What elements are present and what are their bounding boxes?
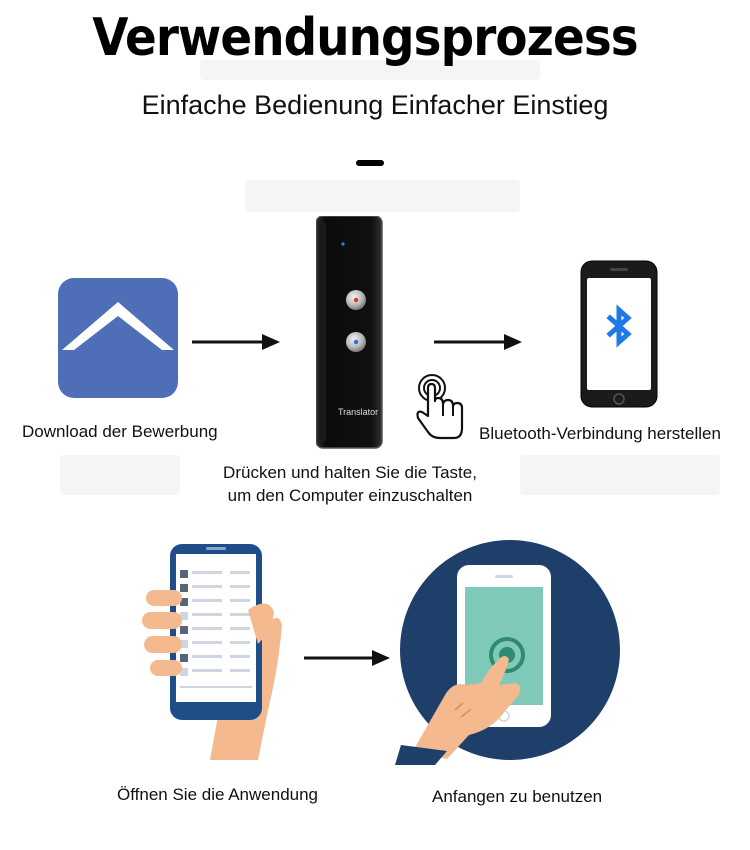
ghost-artifact xyxy=(520,455,720,495)
step-label-bluetooth: Bluetooth-Verbindung herstellen xyxy=(479,424,721,443)
ghost-artifact xyxy=(245,180,520,212)
tap-hand-icon xyxy=(412,372,468,442)
start-using-icon xyxy=(395,535,625,765)
divider xyxy=(356,160,384,166)
step-label-start: Anfangen zu benutzen xyxy=(432,787,603,806)
page-title: Verwendungsprozess xyxy=(92,8,638,68)
phone-bluetooth-icon xyxy=(580,260,660,410)
step-label-power-line2: um den Computer einzuschalten xyxy=(227,486,473,505)
arrow-right-icon xyxy=(304,648,390,668)
device-brand-label: Translator xyxy=(338,407,379,417)
page-subtitle: Einfache Bedienung Einfacher Einstieg xyxy=(141,90,609,120)
app-store-icon xyxy=(58,278,178,398)
step-label-open-app: Öffnen Sie die Anwendung xyxy=(117,785,319,804)
arrow-right-icon xyxy=(434,332,522,352)
ghost-artifact xyxy=(60,455,180,495)
hand-holding-phone-icon xyxy=(140,540,300,760)
step-label-power-line1: Drücken und halten Sie die Taste, xyxy=(223,463,477,482)
step-label-download: Download der Bewerbung xyxy=(22,422,218,441)
arrow-right-icon xyxy=(192,332,280,352)
